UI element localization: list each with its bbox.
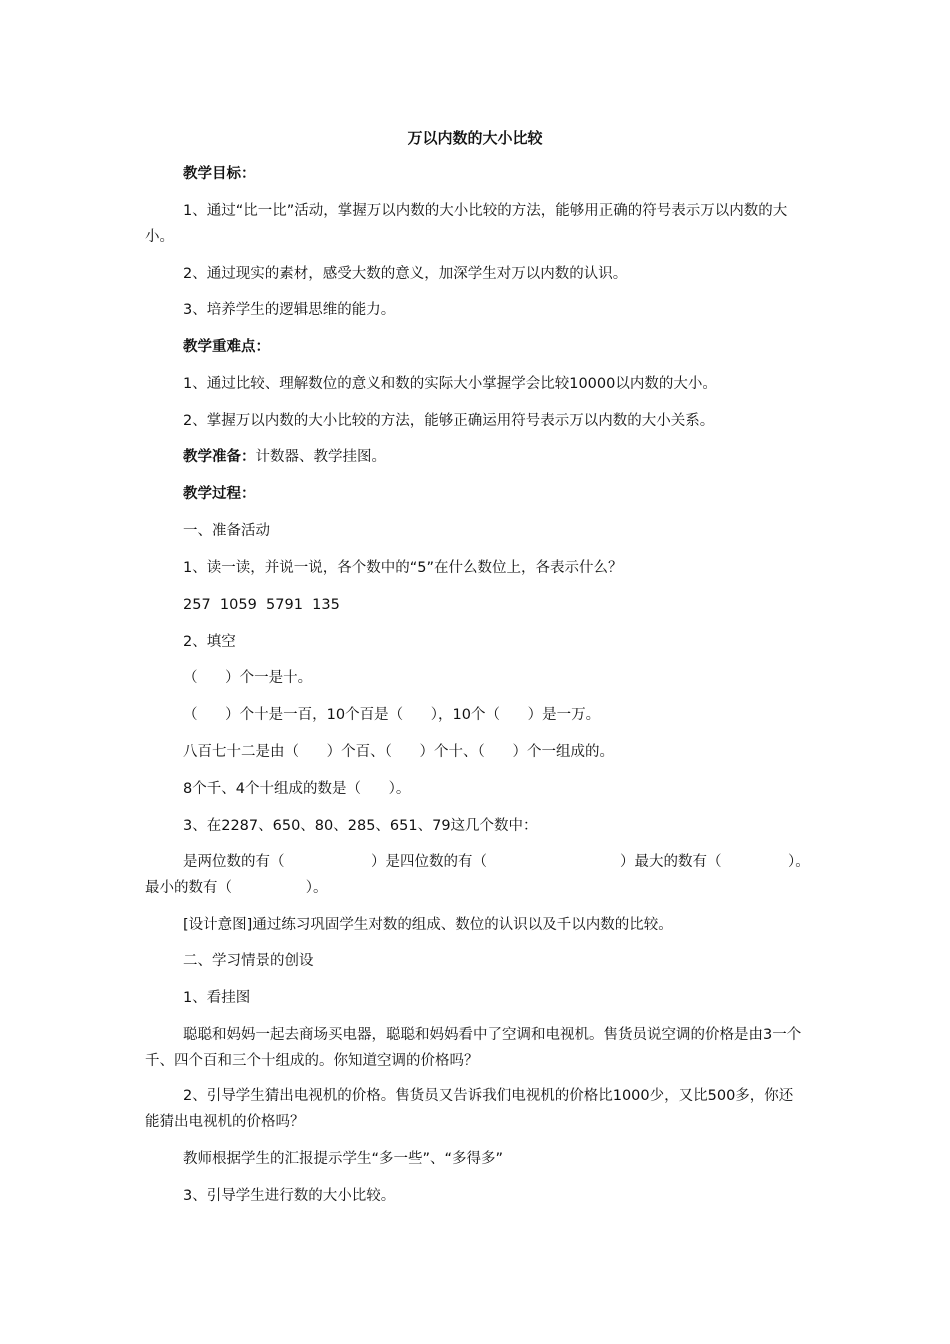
key-points-heading: 教学重难点： [183,339,270,355]
q3-line-end: ）。 [788,854,810,870]
design-note: [设计意图]通过练习巩固学生对数的组成、数位的认识以及千以内数的比较。 [183,917,673,933]
goal-item-1: 1、通过“比一比”活动，掌握万以内数的大小比较的方法，能够用正确的符号表示万以内数的大小。 [145,203,788,245]
process-heading: 教学过程： [183,486,256,502]
goal-item-3: 3、培养学生的逻辑思维的能力。 [183,302,396,318]
page-title: 万以内数的大小比较 [407,129,543,147]
fill-blank-3: 八百七十二是由（ ）个百、（ ）个十、（ ）个一组成的。 [183,744,614,760]
goal-item-2: 2、通过现实的素材，感受大数的意义，加深学生对万以内数的认识。 [183,266,628,282]
fill-blank-4: 8个千、4个十组成的数是（ ）。 [183,781,411,797]
question-2: 2、填空 [183,634,236,650]
q3-largest-label: ）最大的数有（ [620,854,722,870]
section-1-heading: 一、准备活动 [183,523,270,539]
prep-line [183,447,386,467]
key-point-item-1: 1、通过比较、理解数位的意义和数的实际大小掌握学会比较10000以内数的大小。 [183,376,717,392]
question-3: 3、在2287、650、80、285、651、79这几个数中： [183,818,538,834]
q3-smallest-line: 最小的数有（ ）。 [145,880,328,896]
section-2-item-3: 3、引导学生进行数的大小比较。 [183,1188,396,1204]
prep-heading: 教学准备： [183,449,256,465]
key-point-item-2: 2、掌握万以内数的大小比较的方法，能够正确运用符号表示万以内数的大小关系。 [183,413,715,429]
fill-blank-1: （ ）个一是十。 [183,670,313,686]
section-2-story: 聪聪和妈妈一起去商场买电器，聪聪和妈妈看中了空调和电视机。售货员说空调的价格是由3一个千、四个百和三个十组成的。你知道空调的价格吗？ [145,1027,802,1069]
q3-two-digit-label: 是两位数的有（ [183,854,285,870]
section-2-item-2: 2、引导学生猜出电视机的价格。售货员又告诉我们电视机的价格比1000少，又比500多，你还能猜出电视机的价格吗？ [145,1088,794,1130]
section-2-heading: 二、学习情景的创设 [183,953,314,969]
goals-heading: 教学目标： [183,166,256,182]
fill-blank-2: （ ）个十是一百，10个百是（ ），10个（ ）是一万。 [183,707,601,723]
section-2-item-1: 1、看挂图 [183,990,251,1006]
teacher-note: 教师根据学生的汇报提示学生“多一些”、“多得多” [183,1151,504,1167]
q3-four-digit-label: ）是四位数的有（ [371,854,487,870]
number-list: 257 1059 5791 135 [183,597,340,613]
prep-text: 计数器、教学挂图。 [255,449,386,465]
question-1: 1、读一读，并说一说，各个数中的“5”在什么数位上，各表示什么？ [183,560,623,576]
